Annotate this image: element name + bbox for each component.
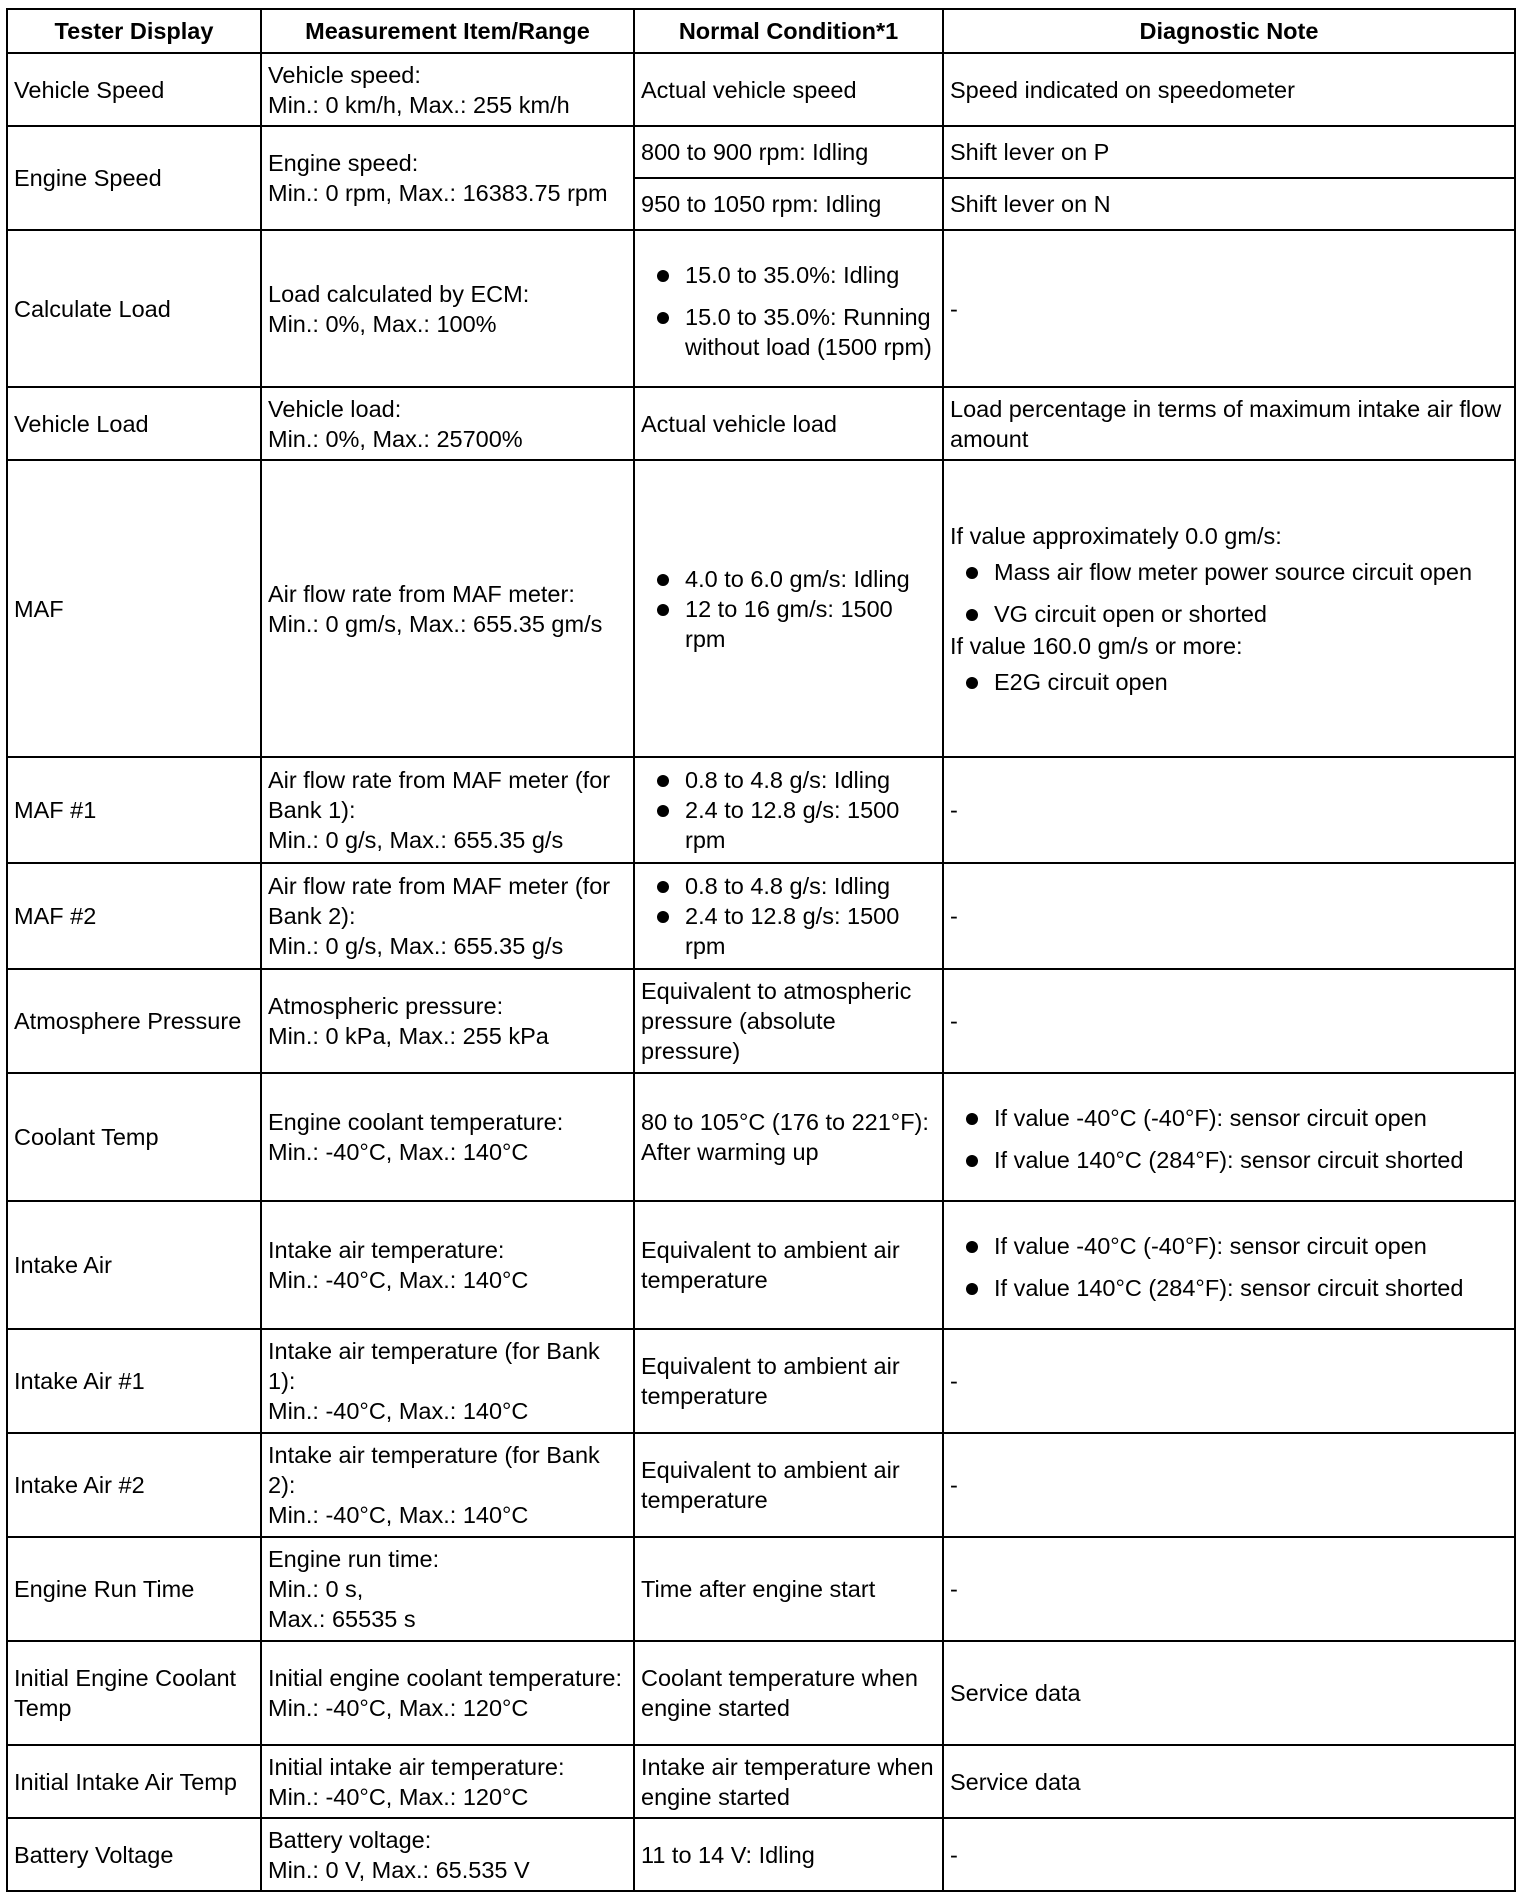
diagnostic-note-cell: - [943,969,1515,1073]
measurement-range-cell: Atmospheric pressure: Min.: 0 kPa, Max.: 255 kPa [261,969,634,1073]
note-bullet-list [950,557,1508,629]
note-intro: If value 160.0 gm/s or more: [950,632,1243,659]
measurement-range-cell: Battery voltage: Min.: 0 V, Max.: 65.535 V [261,1818,634,1891]
diagnostic-note-cell: Speed indicated on speedometer [943,53,1515,126]
diagnostic-note-cell [943,1201,1515,1329]
tester-display-cell: MAF #1 [7,757,261,863]
normal-condition-cell: 80 to 105°C (176 to 221°F): After warming up [634,1073,943,1201]
table-row [7,53,1515,126]
table-row [7,460,1515,757]
measurement-range-cell: Initial intake air temperature: Min.: -40°C, Max.: 120°C [261,1745,634,1818]
table-row [7,1641,1515,1745]
normal-bullet-item: 15.0 to 35.0%: Running without load (1500 rpm) [685,302,936,362]
normal-bullet-item: 2.4 to 12.8 g/s: 1500 rpm [685,901,936,961]
diagnostic-note-cell: Service data [943,1745,1515,1818]
diagnostic-note-cell: - [943,863,1515,969]
measurement-range-cell: Air flow rate from MAF meter (for Bank 2): Min.: 0 g/s, Max.: 655.35 g/s [261,863,634,969]
measurement-range-cell: Initial engine coolant temperature: Min.: -40°C, Max.: 120°C [261,1641,634,1745]
diagnostic-note-cell [943,460,1515,757]
diagnostic-note-cell: Service data [943,1641,1515,1745]
measurement-range-cell: Engine speed: Min.: 0 rpm, Max.: 16383.75 rpm [261,126,634,230]
tester-display-cell: Engine Speed [7,126,261,230]
measurement-range-cell: Engine coolant temperature: Min.: -40°C, Max.: 140°C [261,1073,634,1201]
diagnostic-note-cell: Load percentage in terms of maximum intake air flow amount [943,387,1515,460]
normal-condition-cell: 950 to 1050 rpm: Idling [634,178,943,230]
measurement-range-cell: Air flow rate from MAF meter: Min.: 0 gm/s, Max.: 655.35 gm/s [261,460,634,757]
diagnostic-note-cell: Shift lever on N [943,178,1515,230]
tester-display-cell: Intake Air #1 [7,1329,261,1433]
note-bullet-item: VG circuit open or shorted [994,599,1508,629]
normal-bullet-list [641,260,936,362]
tester-display-cell: Battery Voltage [7,1818,261,1891]
normal-condition-cell: Equivalent to atmospheric pressure (absolute pressure) [634,969,943,1073]
header-tester-display: Tester Display [7,9,261,53]
normal-bullet-list [641,871,936,961]
normal-condition-cell [634,460,943,757]
table-row [7,1745,1515,1818]
table-row [7,1818,1515,1891]
normal-condition-cell: Actual vehicle speed [634,53,943,126]
header-normal-condition: Normal Condition*1 [634,9,943,53]
normal-bullet-list [641,564,936,654]
tester-display-cell: Coolant Temp [7,1073,261,1201]
table-row [7,387,1515,460]
data-list-table [6,8,1516,1892]
diagnostic-note-cell: - [943,1537,1515,1641]
diagnostic-note-cell: Shift lever on P [943,126,1515,178]
measurement-range-cell: Vehicle load: Min.: 0%, Max.: 25700% [261,387,634,460]
normal-condition-cell [634,863,943,969]
normal-bullet-item: 4.0 to 6.0 gm/s: Idling [685,564,936,594]
tester-display-cell: MAF [7,460,261,757]
table-row [7,126,1515,178]
note-bullet-item: Mass air flow meter power source circuit open [994,557,1508,587]
normal-condition-cell: Actual vehicle load [634,387,943,460]
measurement-range-cell: Intake air temperature (for Bank 1): Min.: -40°C, Max.: 140°C [261,1329,634,1433]
header-row [7,9,1515,53]
note-intro: If value approximately 0.0 gm/s: [950,522,1282,549]
normal-condition-cell: Intake air temperature when engine started [634,1745,943,1818]
table-row [7,1433,1515,1537]
table-row [7,230,1515,387]
tester-display-cell: Initial Intake Air Temp [7,1745,261,1818]
tester-display-cell: Atmosphere Pressure [7,969,261,1073]
note-bullet-item: If value 140°C (284°F): sensor circuit shorted [994,1145,1508,1175]
normal-condition-cell [634,230,943,387]
tester-display-cell: Engine Run Time [7,1537,261,1641]
tester-display-cell: Initial Engine Coolant Temp [7,1641,261,1745]
note-bullet-list [950,667,1508,697]
note-bullet-item: If value -40°C (-40°F): sensor circuit open [994,1103,1508,1133]
measurement-range-cell: Intake air temperature: Min.: -40°C, Max.: 140°C [261,1201,634,1329]
measurement-range-cell: Load calculated by ECM: Min.: 0%, Max.: 100% [261,230,634,387]
header-measurement-range: Measurement Item/Range [261,9,634,53]
table-row [7,1073,1515,1201]
tester-display-cell: Vehicle Speed [7,53,261,126]
normal-condition-cell: Coolant temperature when engine started [634,1641,943,1745]
normal-condition-cell: 11 to 14 V: Idling [634,1818,943,1891]
note-bullet-item: If value -40°C (-40°F): sensor circuit open [994,1231,1508,1261]
table-row [7,969,1515,1073]
tester-display-cell: Intake Air [7,1201,261,1329]
note-bullet-list [950,1103,1508,1175]
normal-bullet-item: 15.0 to 35.0%: Idling [685,260,936,290]
diagnostic-note-cell: - [943,757,1515,863]
diagnostic-note-cell: - [943,1433,1515,1537]
note-bullet-list [950,1231,1508,1303]
normal-bullet-item: 0.8 to 4.8 g/s: Idling [685,765,936,795]
normal-condition-cell: Time after engine start [634,1537,943,1641]
normal-bullet-item: 0.8 to 4.8 g/s: Idling [685,871,936,901]
table-row [7,1329,1515,1433]
measurement-range-cell: Intake air temperature (for Bank 2): Min.: -40°C, Max.: 140°C [261,1433,634,1537]
normal-bullet-list [641,765,936,855]
table-row [7,757,1515,863]
normal-condition-cell: Equivalent to ambient air temperature [634,1329,943,1433]
tester-display-cell: MAF #2 [7,863,261,969]
normal-bullet-item: 2.4 to 12.8 g/s: 1500 rpm [685,795,936,855]
tester-display-cell: Intake Air #2 [7,1433,261,1537]
table-row [7,1537,1515,1641]
tester-display-cell: Vehicle Load [7,387,261,460]
diagnostic-note-cell: - [943,1329,1515,1433]
diagnostic-note-cell: - [943,1818,1515,1891]
normal-condition-cell: 800 to 900 rpm: Idling [634,126,943,178]
table-row [7,1201,1515,1329]
diagnostic-note-cell: - [943,230,1515,387]
measurement-range-cell: Air flow rate from MAF meter (for Bank 1): Min.: 0 g/s, Max.: 655.35 g/s [261,757,634,863]
table-row [7,863,1515,969]
normal-condition-cell: Equivalent to ambient air temperature [634,1433,943,1537]
normal-condition-cell: Equivalent to ambient air temperature [634,1201,943,1329]
normal-bullet-item: 12 to 16 gm/s: 1500 rpm [685,594,936,654]
tester-display-cell: Calculate Load [7,230,261,387]
header-diagnostic-note: Diagnostic Note [943,9,1515,53]
normal-condition-cell [634,757,943,863]
note-bullet-item: E2G circuit open [994,667,1508,697]
measurement-range-cell: Engine run time: Min.: 0 s, Max.: 65535 s [261,1537,634,1641]
measurement-range-cell: Vehicle speed: Min.: 0 km/h, Max.: 255 km/h [261,53,634,126]
diagnostic-note-cell [943,1073,1515,1201]
note-bullet-item: If value 140°C (284°F): sensor circuit shorted [994,1273,1508,1303]
